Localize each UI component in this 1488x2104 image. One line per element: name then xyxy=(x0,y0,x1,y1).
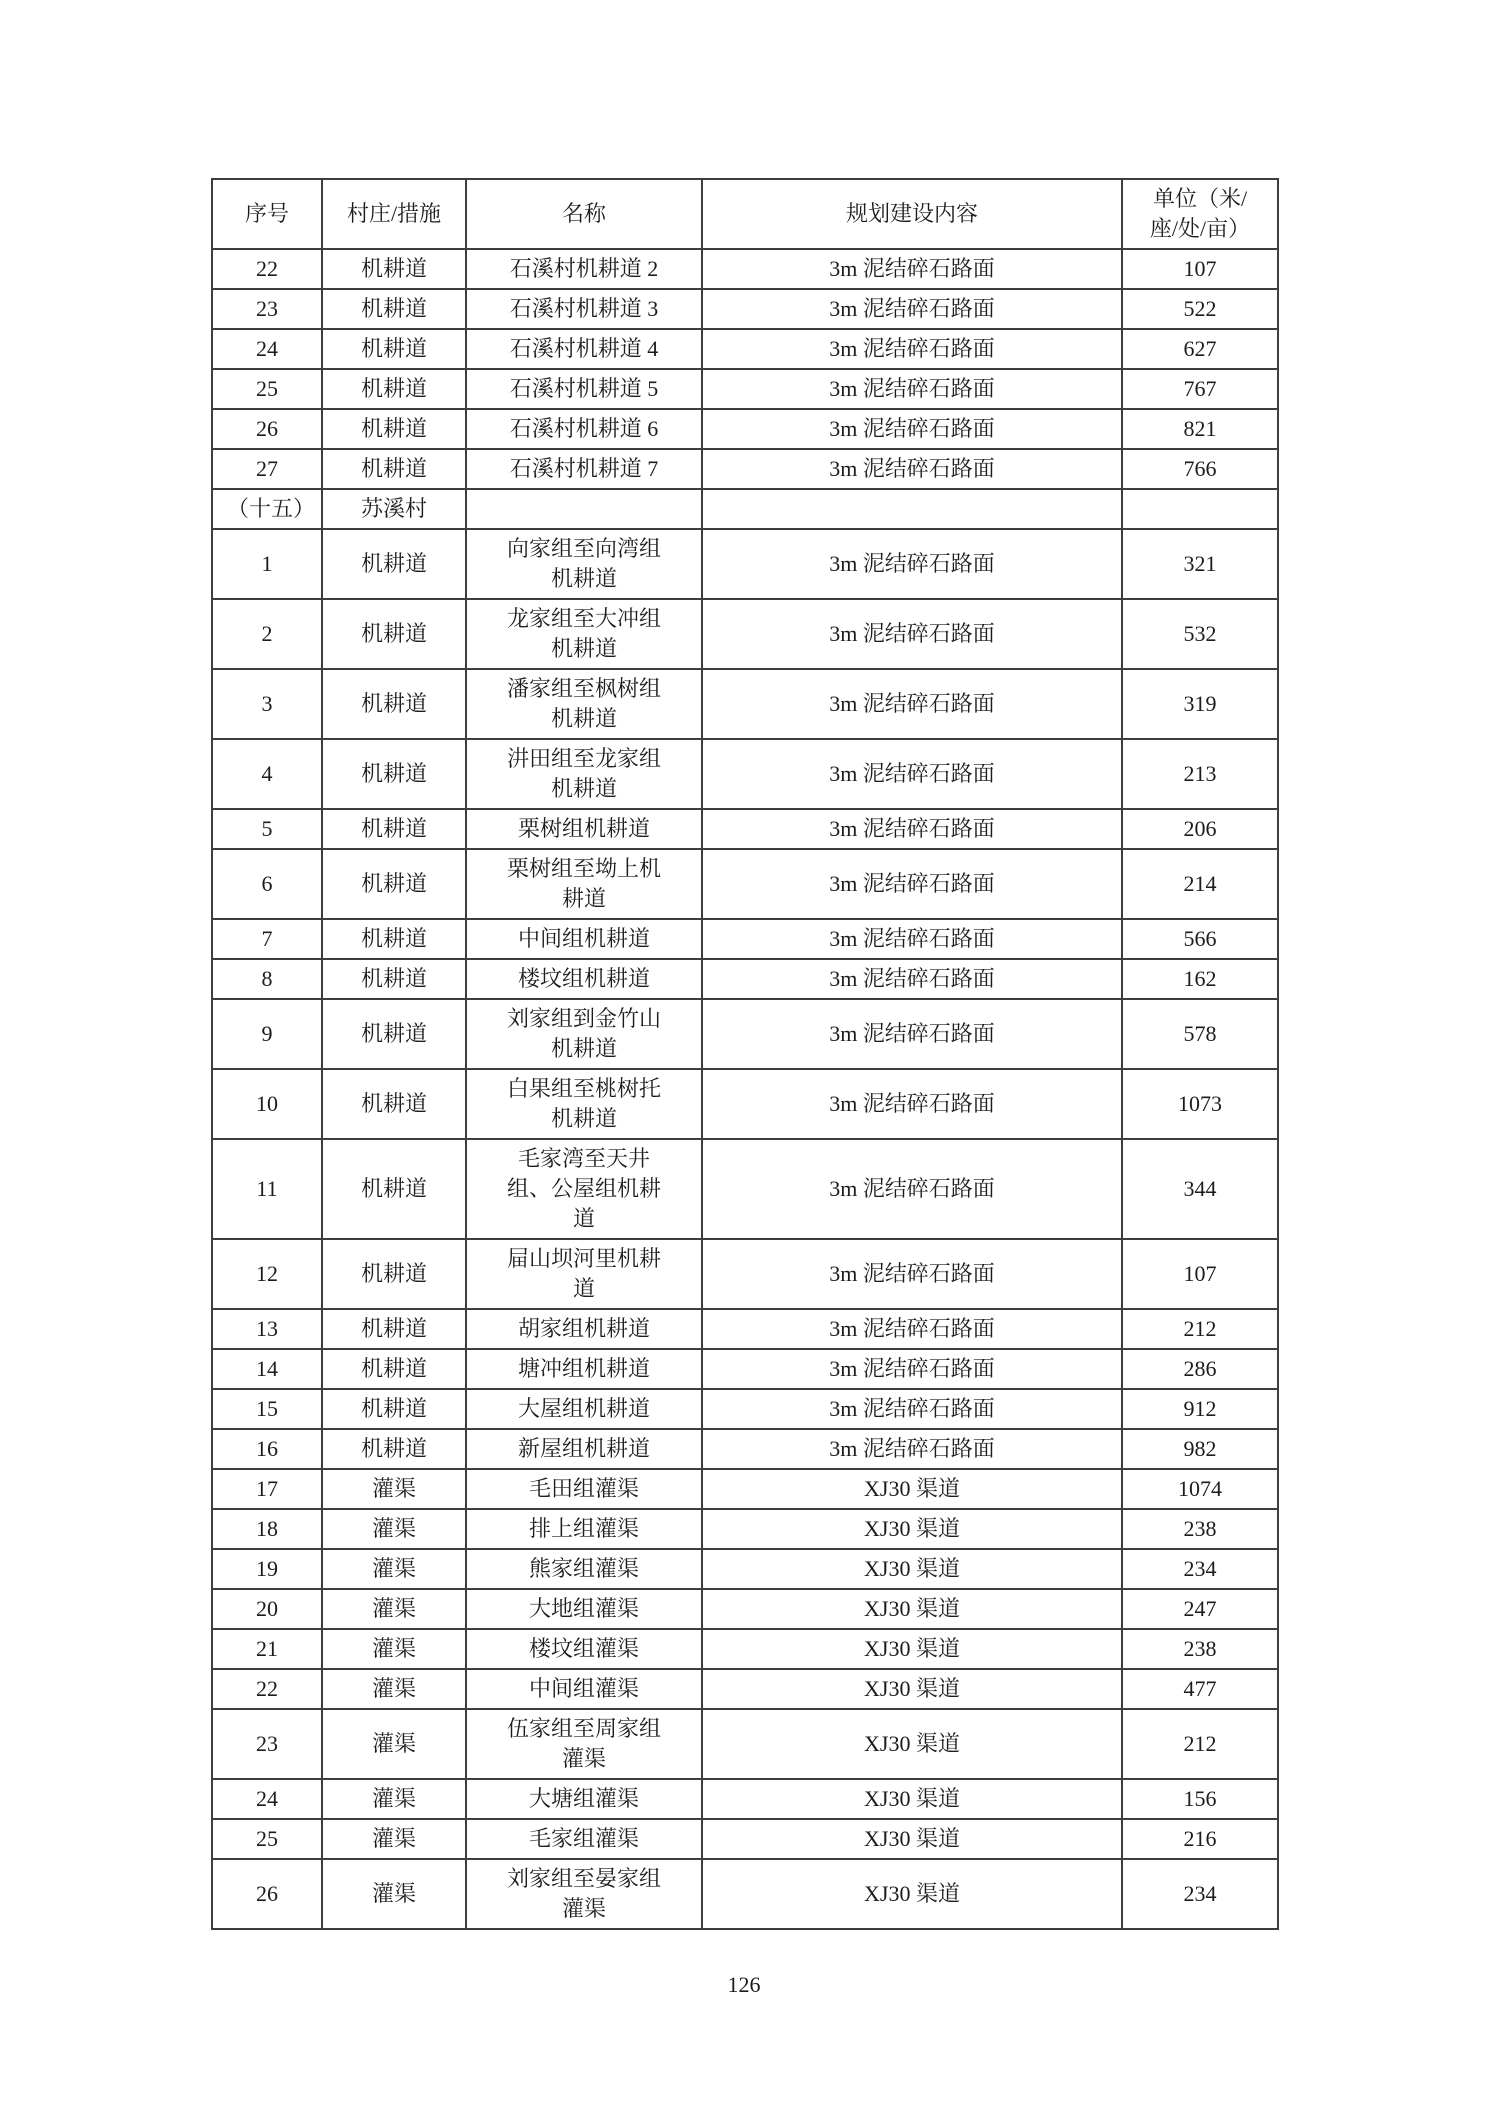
cell-no: 1 xyxy=(212,529,322,599)
cell-measure: 机耕道 xyxy=(322,449,466,489)
table-row xyxy=(212,1389,1278,1429)
cell-no: 22 xyxy=(212,249,322,289)
cell-content: 3m 泥结碎石路面 xyxy=(702,669,1122,739)
cell-measure: 灌渠 xyxy=(322,1669,466,1709)
table-row xyxy=(212,409,1278,449)
cell-name: 石溪村机耕道 4 xyxy=(466,329,702,369)
table-row xyxy=(212,329,1278,369)
cell-measure: 机耕道 xyxy=(322,1389,466,1429)
cell-name: 塘冲组机耕道 xyxy=(466,1349,702,1389)
cell-content: 3m 泥结碎石路面 xyxy=(702,809,1122,849)
cell-value: 1073 xyxy=(1122,1069,1278,1139)
cell-measure: 苏溪村 xyxy=(322,489,466,529)
table-header xyxy=(212,179,1278,249)
table-row xyxy=(212,1309,1278,1349)
cell-measure: 灌渠 xyxy=(322,1469,466,1509)
table-row xyxy=(212,449,1278,489)
cell-no: 24 xyxy=(212,329,322,369)
cell-name: 大地组灌渠 xyxy=(466,1589,702,1629)
cell-value: 107 xyxy=(1122,1239,1278,1309)
cell-name: 楼坟组灌渠 xyxy=(466,1629,702,1669)
cell-content: 3m 泥结碎石路面 xyxy=(702,449,1122,489)
column-header-measure: 村庄/措施 xyxy=(322,179,466,249)
cell-value: 912 xyxy=(1122,1389,1278,1429)
cell-value: 107 xyxy=(1122,249,1278,289)
column-header-unit: 单位（米/座/处/亩） xyxy=(1122,179,1278,249)
cell-name: 屇山坝河里机耕道 xyxy=(466,1239,702,1309)
cell-no: 6 xyxy=(212,849,322,919)
cell-content: 3m 泥结碎石路面 xyxy=(702,1139,1122,1239)
cell-content: 3m 泥结碎石路面 xyxy=(702,529,1122,599)
cell-name: 大塘组灌渠 xyxy=(466,1779,702,1819)
cell-content: 3m 泥结碎石路面 xyxy=(702,1309,1122,1349)
table-row xyxy=(212,1779,1278,1819)
table-row xyxy=(212,1549,1278,1589)
table-row xyxy=(212,1709,1278,1779)
cell-no: 19 xyxy=(212,1549,322,1589)
cell-measure: 机耕道 xyxy=(322,739,466,809)
table-row xyxy=(212,919,1278,959)
cell-name: 中间组机耕道 xyxy=(466,919,702,959)
cell-no: 4 xyxy=(212,739,322,809)
cell-no: 5 xyxy=(212,809,322,849)
cell-no: 3 xyxy=(212,669,322,739)
cell-name: 石溪村机耕道 5 xyxy=(466,369,702,409)
cell-name: 毛田组灌渠 xyxy=(466,1469,702,1509)
cell-no: 26 xyxy=(212,409,322,449)
cell-no: 13 xyxy=(212,1309,322,1349)
table-row xyxy=(212,999,1278,1069)
cell-value: 234 xyxy=(1122,1549,1278,1589)
cell-name: 排上组灌渠 xyxy=(466,1509,702,1549)
cell-measure: 机耕道 xyxy=(322,1069,466,1139)
cell-content: XJ30 渠道 xyxy=(702,1629,1122,1669)
cell-name: 汫田组至龙家组机耕道 xyxy=(466,739,702,809)
cell-content: XJ30 渠道 xyxy=(702,1589,1122,1629)
cell-measure: 机耕道 xyxy=(322,289,466,329)
cell-content: 3m 泥结碎石路面 xyxy=(702,1389,1122,1429)
cell-measure: 机耕道 xyxy=(322,919,466,959)
cell-content: 3m 泥结碎石路面 xyxy=(702,1239,1122,1309)
cell-measure: 灌渠 xyxy=(322,1779,466,1819)
cell-measure: 机耕道 xyxy=(322,809,466,849)
table-body xyxy=(212,249,1278,1929)
cell-value: 238 xyxy=(1122,1509,1278,1549)
cell-no: 17 xyxy=(212,1469,322,1509)
cell-content: 3m 泥结碎石路面 xyxy=(702,1349,1122,1389)
column-header-name: 名称 xyxy=(466,179,702,249)
cell-no: 20 xyxy=(212,1589,322,1629)
cell-value: 532 xyxy=(1122,599,1278,669)
cell-measure: 机耕道 xyxy=(322,959,466,999)
cell-value: 286 xyxy=(1122,1349,1278,1389)
cell-no: 11 xyxy=(212,1139,322,1239)
cell-content: 3m 泥结碎石路面 xyxy=(702,249,1122,289)
cell-measure: 机耕道 xyxy=(322,1349,466,1389)
cell-content: XJ30 渠道 xyxy=(702,1779,1122,1819)
cell-name: 胡家组机耕道 xyxy=(466,1309,702,1349)
cell-name: 栗树组机耕道 xyxy=(466,809,702,849)
table-row xyxy=(212,1429,1278,1469)
cell-value: 821 xyxy=(1122,409,1278,449)
planning-table xyxy=(211,178,1279,1930)
cell-no: 22 xyxy=(212,1669,322,1709)
cell-name xyxy=(466,489,702,529)
cell-measure: 机耕道 xyxy=(322,1139,466,1239)
cell-value: 477 xyxy=(1122,1669,1278,1709)
table-row xyxy=(212,1589,1278,1629)
cell-name: 石溪村机耕道 3 xyxy=(466,289,702,329)
cell-name: 栗树组至坳上机耕道 xyxy=(466,849,702,919)
table-row xyxy=(212,529,1278,599)
cell-content: 3m 泥结碎石路面 xyxy=(702,849,1122,919)
cell-value: 566 xyxy=(1122,919,1278,959)
cell-value: 213 xyxy=(1122,739,1278,809)
cell-name: 石溪村机耕道 2 xyxy=(466,249,702,289)
cell-measure: 机耕道 xyxy=(322,1309,466,1349)
cell-content: XJ30 渠道 xyxy=(702,1859,1122,1929)
table-row xyxy=(212,1239,1278,1309)
cell-content: 3m 泥结碎石路面 xyxy=(702,409,1122,449)
cell-measure: 机耕道 xyxy=(322,1429,466,1469)
cell-no: 26 xyxy=(212,1859,322,1929)
cell-measure: 机耕道 xyxy=(322,999,466,1069)
table-row xyxy=(212,1509,1278,1549)
cell-name: 伍家组至周家组灌渠 xyxy=(466,1709,702,1779)
cell-name: 石溪村机耕道 7 xyxy=(466,449,702,489)
cell-no: 27 xyxy=(212,449,322,489)
cell-measure: 机耕道 xyxy=(322,599,466,669)
cell-value: 238 xyxy=(1122,1629,1278,1669)
cell-content: XJ30 渠道 xyxy=(702,1469,1122,1509)
cell-name: 熊家组灌渠 xyxy=(466,1549,702,1589)
cell-no: 9 xyxy=(212,999,322,1069)
cell-name: 毛家组灌渠 xyxy=(466,1819,702,1859)
cell-no: 21 xyxy=(212,1629,322,1669)
cell-name: 新屋组机耕道 xyxy=(466,1429,702,1469)
cell-no: 14 xyxy=(212,1349,322,1389)
cell-content: 3m 泥结碎石路面 xyxy=(702,1069,1122,1139)
table-row xyxy=(212,1469,1278,1509)
cell-value: 578 xyxy=(1122,999,1278,1069)
cell-no: 8 xyxy=(212,959,322,999)
cell-content: 3m 泥结碎石路面 xyxy=(702,369,1122,409)
cell-content: XJ30 渠道 xyxy=(702,1709,1122,1779)
page-number: 126 xyxy=(727,1972,761,1997)
cell-no: 25 xyxy=(212,1819,322,1859)
cell-measure: 灌渠 xyxy=(322,1819,466,1859)
cell-value: 216 xyxy=(1122,1819,1278,1859)
cell-name: 白果组至桃树托机耕道 xyxy=(466,1069,702,1139)
table-row xyxy=(212,1139,1278,1239)
cell-no: （十五） xyxy=(212,489,322,529)
cell-value: 214 xyxy=(1122,849,1278,919)
cell-value: 344 xyxy=(1122,1139,1278,1239)
cell-measure: 机耕道 xyxy=(322,249,466,289)
table-row xyxy=(212,369,1278,409)
cell-name: 楼坟组机耕道 xyxy=(466,959,702,999)
cell-measure: 机耕道 xyxy=(322,329,466,369)
cell-value xyxy=(1122,489,1278,529)
cell-value: 212 xyxy=(1122,1309,1278,1349)
cell-measure: 灌渠 xyxy=(322,1859,466,1929)
cell-name: 龙家组至大冲组机耕道 xyxy=(466,599,702,669)
column-header-content: 规划建设内容 xyxy=(702,179,1122,249)
cell-name: 刘家组至晏家组灌渠 xyxy=(466,1859,702,1929)
cell-content: 3m 泥结碎石路面 xyxy=(702,329,1122,369)
table-row xyxy=(212,959,1278,999)
cell-value: 234 xyxy=(1122,1859,1278,1929)
cell-value: 627 xyxy=(1122,329,1278,369)
table-row xyxy=(212,669,1278,739)
cell-value: 162 xyxy=(1122,959,1278,999)
cell-measure: 机耕道 xyxy=(322,369,466,409)
cell-measure: 灌渠 xyxy=(322,1549,466,1589)
cell-value: 982 xyxy=(1122,1429,1278,1469)
cell-no: 18 xyxy=(212,1509,322,1549)
cell-value: 212 xyxy=(1122,1709,1278,1779)
table-row xyxy=(212,809,1278,849)
cell-no: 16 xyxy=(212,1429,322,1469)
cell-value: 766 xyxy=(1122,449,1278,489)
cell-value: 206 xyxy=(1122,809,1278,849)
cell-content: XJ30 渠道 xyxy=(702,1549,1122,1589)
cell-content: 3m 泥结碎石路面 xyxy=(702,999,1122,1069)
cell-measure: 机耕道 xyxy=(322,1239,466,1309)
table-row xyxy=(212,599,1278,669)
cell-value: 247 xyxy=(1122,1589,1278,1629)
cell-name: 大屋组机耕道 xyxy=(466,1389,702,1429)
cell-value: 319 xyxy=(1122,669,1278,739)
table-row xyxy=(212,1859,1278,1929)
cell-measure: 灌渠 xyxy=(322,1589,466,1629)
cell-value: 522 xyxy=(1122,289,1278,329)
column-header-no: 序号 xyxy=(212,179,322,249)
cell-measure: 机耕道 xyxy=(322,529,466,599)
cell-no: 10 xyxy=(212,1069,322,1139)
cell-no: 25 xyxy=(212,369,322,409)
cell-name: 向家组至向湾组机耕道 xyxy=(466,529,702,599)
cell-name: 潘家组至枫树组机耕道 xyxy=(466,669,702,739)
cell-content: 3m 泥结碎石路面 xyxy=(702,1429,1122,1469)
table-row xyxy=(212,849,1278,919)
cell-no: 12 xyxy=(212,1239,322,1309)
cell-content: XJ30 渠道 xyxy=(702,1819,1122,1859)
cell-content: 3m 泥结碎石路面 xyxy=(702,739,1122,809)
table-row xyxy=(212,1819,1278,1859)
table-row xyxy=(212,249,1278,289)
table-row xyxy=(212,1669,1278,1709)
cell-content: XJ30 渠道 xyxy=(702,1509,1122,1549)
cell-content: 3m 泥结碎石路面 xyxy=(702,599,1122,669)
cell-value: 321 xyxy=(1122,529,1278,599)
table-row xyxy=(212,289,1278,329)
cell-no: 23 xyxy=(212,1709,322,1779)
cell-no: 23 xyxy=(212,289,322,329)
cell-no: 15 xyxy=(212,1389,322,1429)
cell-content: 3m 泥结碎石路面 xyxy=(702,919,1122,959)
table-row xyxy=(212,1629,1278,1669)
cell-value: 767 xyxy=(1122,369,1278,409)
cell-content: 3m 泥结碎石路面 xyxy=(702,289,1122,329)
cell-content xyxy=(702,489,1122,529)
table-row xyxy=(212,1349,1278,1389)
table-row xyxy=(212,739,1278,809)
cell-measure: 机耕道 xyxy=(322,409,466,449)
cell-name: 石溪村机耕道 6 xyxy=(466,409,702,449)
cell-no: 24 xyxy=(212,1779,322,1819)
cell-value: 156 xyxy=(1122,1779,1278,1819)
cell-measure: 灌渠 xyxy=(322,1629,466,1669)
table-header-row xyxy=(212,179,1278,249)
cell-measure: 灌渠 xyxy=(322,1709,466,1779)
cell-measure: 灌渠 xyxy=(322,1509,466,1549)
cell-content: 3m 泥结碎石路面 xyxy=(702,959,1122,999)
cell-name: 刘家组到金竹山机耕道 xyxy=(466,999,702,1069)
cell-measure: 机耕道 xyxy=(322,669,466,739)
cell-content: XJ30 渠道 xyxy=(702,1669,1122,1709)
cell-value: 1074 xyxy=(1122,1469,1278,1509)
cell-no: 7 xyxy=(212,919,322,959)
table-row xyxy=(212,1069,1278,1139)
table-row xyxy=(212,489,1278,529)
cell-measure: 机耕道 xyxy=(322,849,466,919)
cell-name: 毛家湾至天井组、公屋组机耕道 xyxy=(466,1139,702,1239)
cell-no: 2 xyxy=(212,599,322,669)
cell-name: 中间组灌渠 xyxy=(466,1669,702,1709)
